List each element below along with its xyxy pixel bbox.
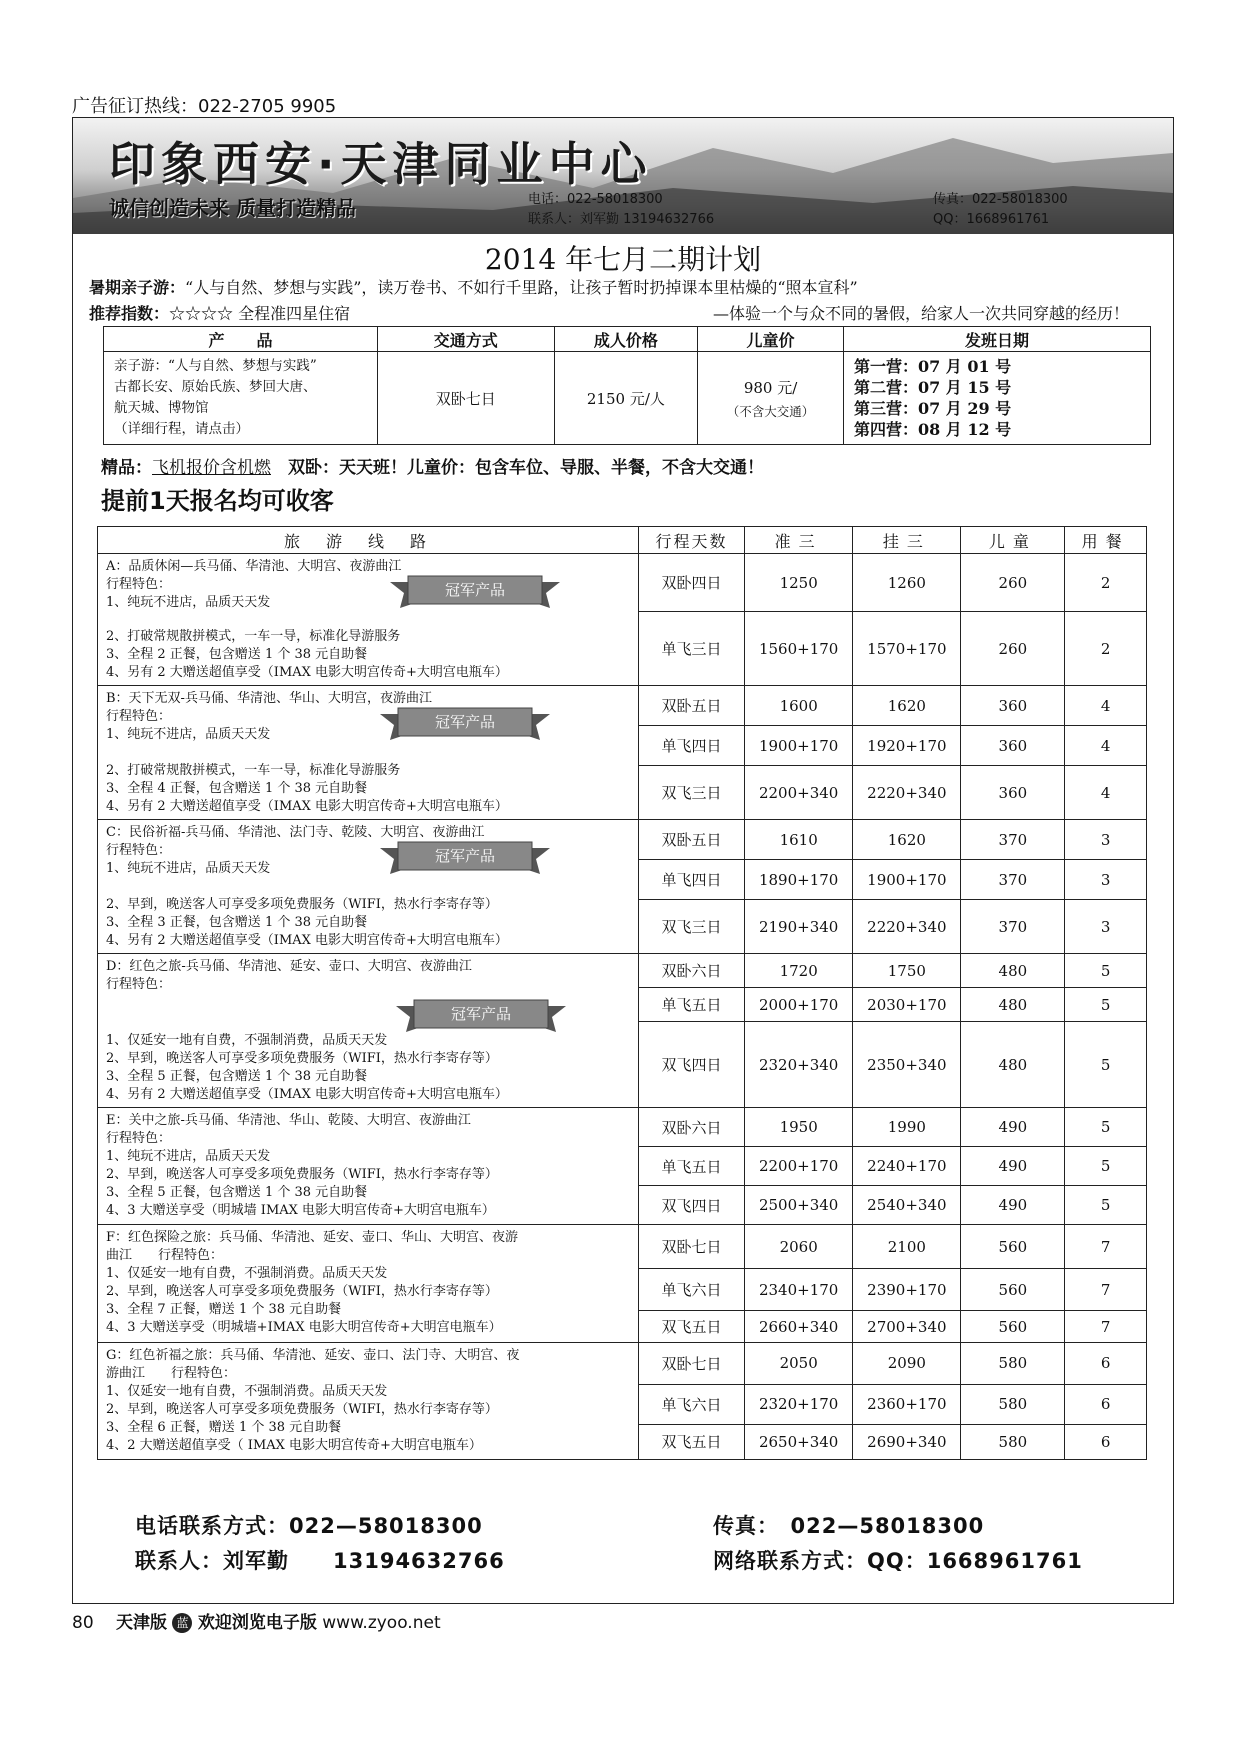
schedule-item: 第四营：08 月 12 号 (853, 420, 1012, 439)
cell-rated3-price: 2390+170 (853, 1269, 961, 1311)
route-row (98, 1343, 1147, 1385)
cell-child-price: 490 (961, 1147, 1065, 1186)
product-line: 亲子游：“人与自然、梦想与实践” (114, 358, 317, 374)
schedule-item: 第三营：07 月 29 号 (853, 399, 1012, 418)
cell-child-price: 490 (961, 1108, 1065, 1147)
cell-child-price: 360 (961, 686, 1065, 726)
cell-rated3-price: 2240+170 (853, 1147, 961, 1186)
cell-child-price: 480 (961, 988, 1065, 1022)
contact-person: 联系人：刘军勤 13194632766 (135, 1549, 505, 1573)
intro-line-2 (89, 301, 350, 324)
cell-days: 双卧七日 (639, 1343, 745, 1385)
route-line: 4、另有 2 大赠送超值享受（IMAX 电影大明宫传奇+大明宫电瓶车） (106, 665, 508, 680)
cell-meals: 5 (1065, 988, 1147, 1022)
contact-qq: 网络联系方式：QQ：1668961761 (713, 1549, 1083, 1573)
champion-ribbon (380, 840, 550, 874)
cell-child-price: 480 (961, 954, 1065, 988)
featured-transport: 双卧七日 (377, 352, 554, 445)
ribbon-label: 冠军产品 (434, 847, 495, 865)
route-features (106, 762, 630, 816)
featured-child-price (698, 352, 844, 445)
cell-meals: 5 (1065, 1186, 1147, 1225)
flight-fuel-note[interactable]: 飞机报价含机燃 (152, 458, 271, 478)
cell-standard3-price: 2200+340 (745, 766, 853, 820)
cell-child-price: 370 (961, 860, 1065, 900)
route-line: 2、打破常规散拼模式，一车一导，标准化导游服务 (106, 629, 401, 644)
cell-rated3-price: 2030+170 (853, 988, 961, 1022)
cell-standard3-price: 2060 (745, 1225, 853, 1269)
cell-rated3-price: 1620 (853, 820, 961, 860)
featured-product-table (103, 326, 1151, 445)
route-row (98, 820, 1147, 860)
route-line: 1、仅延安一地有自费，不强制消费。品质天天发 (106, 1266, 388, 1281)
cell-days: 双卧六日 (639, 954, 745, 988)
intro-text-1: “人与自然、梦想与实践”，读万卷书、不如行千里路，让孩子暂时扔掉课本里枯燥的“照本宣科” (185, 278, 858, 297)
cell-standard3-price: 2660+340 (745, 1311, 853, 1343)
cell-standard3-price: 1720 (745, 954, 853, 988)
route-description (98, 1225, 639, 1343)
cell-days: 双卧五日 (639, 686, 745, 726)
cell-rated3-price: 2700+340 (853, 1311, 961, 1343)
cell-meals: 4 (1065, 686, 1147, 726)
cell-child-price: 580 (961, 1384, 1065, 1424)
ribbon-label: 冠军产品 (444, 581, 505, 599)
edition-badge: 蓝 (172, 1613, 192, 1633)
cell-days: 单飞三日 (639, 612, 745, 686)
cell-meals: 3 (1065, 860, 1147, 900)
cell-rated3-price: 1990 (853, 1108, 961, 1147)
cell-meals: 3 (1065, 900, 1147, 954)
cell-standard3-price: 1950 (745, 1108, 853, 1147)
route-line: 2、打破常规散拼模式，一车一导，标准化导游服务 (106, 763, 401, 778)
cell-rated3-price: 2540+340 (853, 1186, 961, 1225)
cell-child-price: 560 (961, 1225, 1065, 1269)
cell-days: 单飞六日 (639, 1269, 745, 1311)
cell-days: 单飞五日 (639, 1147, 745, 1186)
banner-title: 印象西安·天津同业中心 (109, 137, 653, 191)
champion-ribbon (390, 574, 560, 608)
cell-child-price: 580 (961, 1424, 1065, 1459)
cell-meals: 6 (1065, 1343, 1147, 1385)
product-line: 航天城、博物馆 (114, 400, 209, 416)
cell-rated3-price: 1620 (853, 686, 961, 726)
route-line: 曲江 行程特色： (106, 1248, 224, 1263)
route-line: 2、早到，晚送客人可享受多项免费服务（WIFI，热水行李寄存等） (106, 1402, 498, 1417)
intro-line-1 (89, 275, 858, 298)
cell-child-price: 560 (961, 1269, 1065, 1311)
cell-rated3-price: 2360+170 (853, 1384, 961, 1424)
cell-meals: 3 (1065, 820, 1147, 860)
route-line: 1、纯玩不进店，品质天天发 (106, 1149, 271, 1164)
cell-rated3-price: 2100 (853, 1225, 961, 1269)
cell-rated3-price: 1920+170 (853, 726, 961, 766)
header-child-price: 儿童价 (698, 327, 844, 352)
ribbon-label: 冠军产品 (450, 1005, 511, 1023)
route-line: 4、2 大赠送超值享受（ IMAX 电影大明宫传奇+大明宫电瓶车） (106, 1438, 482, 1453)
plan-title: 2014 年七月二期计划 (484, 243, 762, 276)
route-row (98, 954, 1147, 988)
route-line: 3、全程 7 正餐，赠送 1 个 38 元自助餐 (106, 1302, 342, 1317)
champion-ribbon (396, 998, 566, 1032)
cell-days: 双卧六日 (639, 1108, 745, 1147)
cell-standard3-price: 1600 (745, 686, 853, 726)
routes-table (97, 526, 1147, 1460)
route-line: 4、3 大赠送享受（明城墙 IMAX 电影大明宫传奇+大明宫电瓶车） (106, 1203, 495, 1218)
route-line: 3、全程 5 正餐，包含赠送 1 个 38 元自助餐 (106, 1069, 368, 1084)
cell-standard3-price: 2050 (745, 1343, 853, 1385)
cell-rated3-price: 2220+340 (853, 900, 961, 954)
cell-rated3-price: 1260 (853, 554, 961, 612)
cell-standard3-price: 2320+170 (745, 1384, 853, 1424)
intro-tagline: —体验一个与众不同的暑假，给家人一次共同穿越的经历！ (712, 304, 1129, 323)
header-rated3: 挂三 (853, 527, 961, 554)
header-days: 行程天数 (639, 527, 745, 554)
route-features (106, 1032, 630, 1104)
route-line: 2、早到，晚送客人可享受多项免费服务（WIFI，热水行李寄存等） (106, 897, 498, 912)
cell-child-price: 480 (961, 1022, 1065, 1108)
cell-rated3-price: 2350+340 (853, 1022, 961, 1108)
cell-rated3-price: 1570+170 (853, 612, 961, 686)
header-banner (73, 118, 1173, 234)
cell-meals: 4 (1065, 726, 1147, 766)
cell-meals: 2 (1065, 554, 1147, 612)
champion-ribbon (380, 706, 550, 740)
page-footer (72, 1608, 441, 1633)
cell-child-price: 360 (961, 766, 1065, 820)
cell-days: 单飞五日 (639, 988, 745, 1022)
route-line: 3、全程 4 正餐，包含赠送 1 个 38 元自助餐 (106, 781, 368, 796)
cell-days: 双飞五日 (639, 1424, 745, 1459)
cell-standard3-price: 1890+170 (745, 860, 853, 900)
route-line: C：民俗祈福-兵马俑、华清池、法门寺、乾陵、大明宫、夜游曲江 (106, 825, 485, 840)
header-route: 旅游线路 (98, 527, 639, 554)
ribbon-label: 冠军产品 (434, 713, 495, 731)
route-description (98, 1343, 639, 1460)
route-line: 2、早到，晚送客人可享受多项免费服务（WIFI，热水行李寄存等） (106, 1167, 498, 1182)
banner-phone: 电话：022-58018300 (528, 192, 663, 207)
route-features (106, 628, 630, 682)
header-transport: 交通方式 (377, 327, 554, 352)
cell-child-price: 580 (961, 1343, 1065, 1385)
footer-url[interactable]: www.zyoo.net (322, 1613, 441, 1633)
cell-standard3-price: 2200+170 (745, 1147, 853, 1186)
route-row (98, 686, 1147, 726)
banner-contact: 联系人：刘军勤 13194632766 (528, 212, 715, 227)
cell-rated3-price: 1900+170 (853, 860, 961, 900)
route-description (98, 686, 639, 820)
cell-meals: 5 (1065, 954, 1147, 988)
cell-child-price: 370 (961, 820, 1065, 860)
header-product: 产 品 (104, 327, 378, 352)
cell-days: 双飞四日 (639, 1186, 745, 1225)
route-line: 1、纯玩不进店，品质天天发 (106, 727, 271, 742)
advance-booking-note: 提前1天报名均可收客 (101, 487, 334, 515)
route-line: B：天下无双-兵马俑、华清池、华山、大明宫，夜游曲江 (106, 691, 432, 706)
route-description (98, 1108, 639, 1225)
cell-standard3-price: 1900+170 (745, 726, 853, 766)
route-line: 2、早到，晚送客人可享受多项免费服务（WIFI，热水行李寄存等） (106, 1051, 498, 1066)
ad-hotline: 广告征订热线：022-2705 9905 (72, 96, 337, 117)
cell-rated3-price: 2690+340 (853, 1424, 961, 1459)
route-description (98, 820, 639, 954)
route-line: D：红色之旅-兵马俑、华清池、延安、壶口、大明宫、夜游曲江 (106, 959, 472, 974)
cell-days: 单飞四日 (639, 860, 745, 900)
product-line: 古都长安、原始氏族、梦回大唐、 (114, 379, 317, 395)
cell-meals: 6 (1065, 1424, 1147, 1459)
cell-meals: 5 (1065, 1108, 1147, 1147)
cell-child-price: 560 (961, 1311, 1065, 1343)
route-line: A：品质休闲—兵马俑、华清池、大明宫、夜游曲江 (106, 559, 402, 574)
banner-fax: 传真：022-58018300 (933, 192, 1068, 207)
route-row (98, 554, 1147, 612)
route-row (98, 1225, 1147, 1269)
cell-child-price: 260 (961, 612, 1065, 686)
route-line: 游曲江 行程特色： (106, 1366, 237, 1381)
route-line: 1、纯玩不进店，品质天天发 (106, 595, 271, 610)
child-price-note: （不含大交通） (726, 403, 815, 419)
cell-standard3-price: 2650+340 (745, 1424, 853, 1459)
route-line: 1、纯玩不进店，品质天天发 (106, 861, 271, 876)
edition-label: 天津版 (116, 1613, 168, 1633)
route-line: 2、早到，晚送客人可享受多项免费服务（WIFI，热水行李寄存等） (106, 1284, 498, 1299)
contact-fax: 传真： 022—58018300 (713, 1514, 985, 1538)
cell-days: 双飞三日 (639, 900, 745, 954)
cell-days: 单飞六日 (639, 1384, 745, 1424)
route-line: 行程特色： (106, 1131, 172, 1146)
route-line: 3、全程 5 正餐，包含赠送 1 个 38 元自助餐 (106, 1185, 368, 1200)
cell-child-price: 260 (961, 554, 1065, 612)
cell-child-price: 360 (961, 726, 1065, 766)
cell-days: 双飞四日 (639, 1022, 745, 1108)
schedule-item: 第一营：07 月 01 号 (853, 357, 1012, 376)
banner-slogan: 诚信创造未来 质量打造精品 (109, 196, 356, 220)
cell-child-price: 370 (961, 900, 1065, 954)
cell-days: 双卧四日 (639, 554, 745, 612)
cell-meals: 4 (1065, 766, 1147, 820)
route-line: 3、全程 3 正餐，包含赠送 1 个 38 元自助餐 (106, 915, 368, 930)
route-row (98, 1108, 1147, 1147)
cell-meals: 7 (1065, 1225, 1147, 1269)
cell-rated3-price: 2220+340 (853, 766, 961, 820)
route-line: 行程特色： (106, 843, 172, 858)
header-meals: 用餐 (1065, 527, 1147, 554)
cell-meals: 2 (1065, 612, 1147, 686)
cell-meals: 6 (1065, 1384, 1147, 1424)
cell-standard3-price: 2320+340 (745, 1022, 853, 1108)
cell-standard3-price: 2340+170 (745, 1269, 853, 1311)
cell-meals: 7 (1065, 1269, 1147, 1311)
schedule-item: 第二营：07 月 15 号 (853, 378, 1012, 397)
route-line: 4、另有 2 大赠送超值享受（IMAX 电影大明宫传奇+大明宫电瓶车） (106, 1087, 508, 1102)
cell-days: 双飞五日 (639, 1311, 745, 1343)
route-line: F：红色探险之旅：兵马俑、华清池、延安、壶口、华山、大明宫、夜游 (106, 1230, 519, 1245)
featured-schedule (843, 352, 1150, 445)
cell-standard3-price: 1250 (745, 554, 853, 612)
cell-days: 单飞四日 (639, 726, 745, 766)
header-child: 儿童 (961, 527, 1065, 554)
cell-meals: 7 (1065, 1311, 1147, 1343)
featured-row (104, 352, 1151, 445)
intro-text-2: ☆☆☆☆ 全程准四星住宿 (169, 304, 351, 323)
route-line: 4、3 大赠送享受（明城墙+IMAX 电影大明宫传奇+大明宫电瓶车） (106, 1320, 502, 1335)
route-description (98, 554, 639, 686)
cell-rated3-price: 2090 (853, 1343, 961, 1385)
cell-meals: 5 (1065, 1022, 1147, 1108)
route-line: 1、仅延安一地有自费，不强制消费。品质天天发 (106, 1384, 388, 1399)
route-description (98, 954, 639, 1108)
cell-rated3-price: 1750 (853, 954, 961, 988)
routes-header-row (98, 527, 1147, 554)
header-adult-price: 成人价格 (554, 327, 698, 352)
header-schedule: 发班日期 (843, 327, 1150, 352)
page-frame (72, 117, 1174, 1604)
route-line: 3、全程 2 正餐，包含赠送 1 个 38 元自助餐 (106, 647, 368, 662)
cell-days: 双卧五日 (639, 820, 745, 860)
banner-qq: QQ：1668961761 (933, 212, 1050, 227)
cell-standard3-price: 2190+340 (745, 900, 853, 954)
route-features (106, 896, 630, 950)
boutique-label: 精品： (101, 458, 152, 478)
cell-meals: 5 (1065, 1147, 1147, 1186)
route-line: G：红色祈福之旅：兵马俑、华清池、延安、壶口、法门寺、大明宫、夜 (106, 1348, 520, 1363)
route-line: 4、另有 2 大赠送超值享受（IMAX 电影大明宫传奇+大明宫电瓶车） (106, 933, 508, 948)
featured-header-row (104, 327, 1151, 352)
cell-standard3-price: 1560+170 (745, 612, 853, 686)
route-line: E：关中之旅-兵马俑、华清池、华山、乾陵、大明宫、夜游曲江 (106, 1113, 471, 1128)
cell-standard3-price: 1610 (745, 820, 853, 860)
route-line: 3、全程 6 正餐，赠送 1 个 38 元自助餐 (106, 1420, 342, 1435)
cell-child-price: 490 (961, 1186, 1065, 1225)
featured-adult-price: 2150 元/人 (554, 352, 698, 445)
header-standard3: 准三 (745, 527, 853, 554)
route-line: 4、另有 2 大赠送超值享受（IMAX 电影大明宫传奇+大明宫电瓶车） (106, 799, 508, 814)
cell-standard3-price: 2500+340 (745, 1186, 853, 1225)
child-price-value: 980 元/ (743, 378, 798, 397)
route-line: 行程特色： (106, 709, 172, 724)
intro-label-2: 推荐指数： (89, 304, 170, 323)
page-number: 80 (72, 1613, 94, 1633)
cell-days: 双卧七日 (639, 1225, 745, 1269)
details-link[interactable]: （详细行程，请点击） (114, 421, 249, 437)
intro-label-1: 暑期亲子游： (89, 278, 186, 297)
cell-standard3-price: 2000+170 (745, 988, 853, 1022)
route-line: 1、仅延安一地有自费，不强制消费，品质天天发 (106, 1033, 388, 1048)
route-line: 行程特色： (106, 977, 172, 992)
boutique-note (101, 453, 764, 478)
featured-product-desc (104, 352, 378, 445)
contact-phone: 电话联系方式：022—58018300 (135, 1514, 483, 1538)
cell-days: 双飞三日 (639, 766, 745, 820)
route-line: 行程特色： (106, 577, 172, 592)
footer-text: 欢迎浏览电子版 (197, 1613, 317, 1633)
boutique-rest: 双卧：天天班！儿童价：包含车位、导服、半餐，不含大交通！ (288, 458, 764, 478)
